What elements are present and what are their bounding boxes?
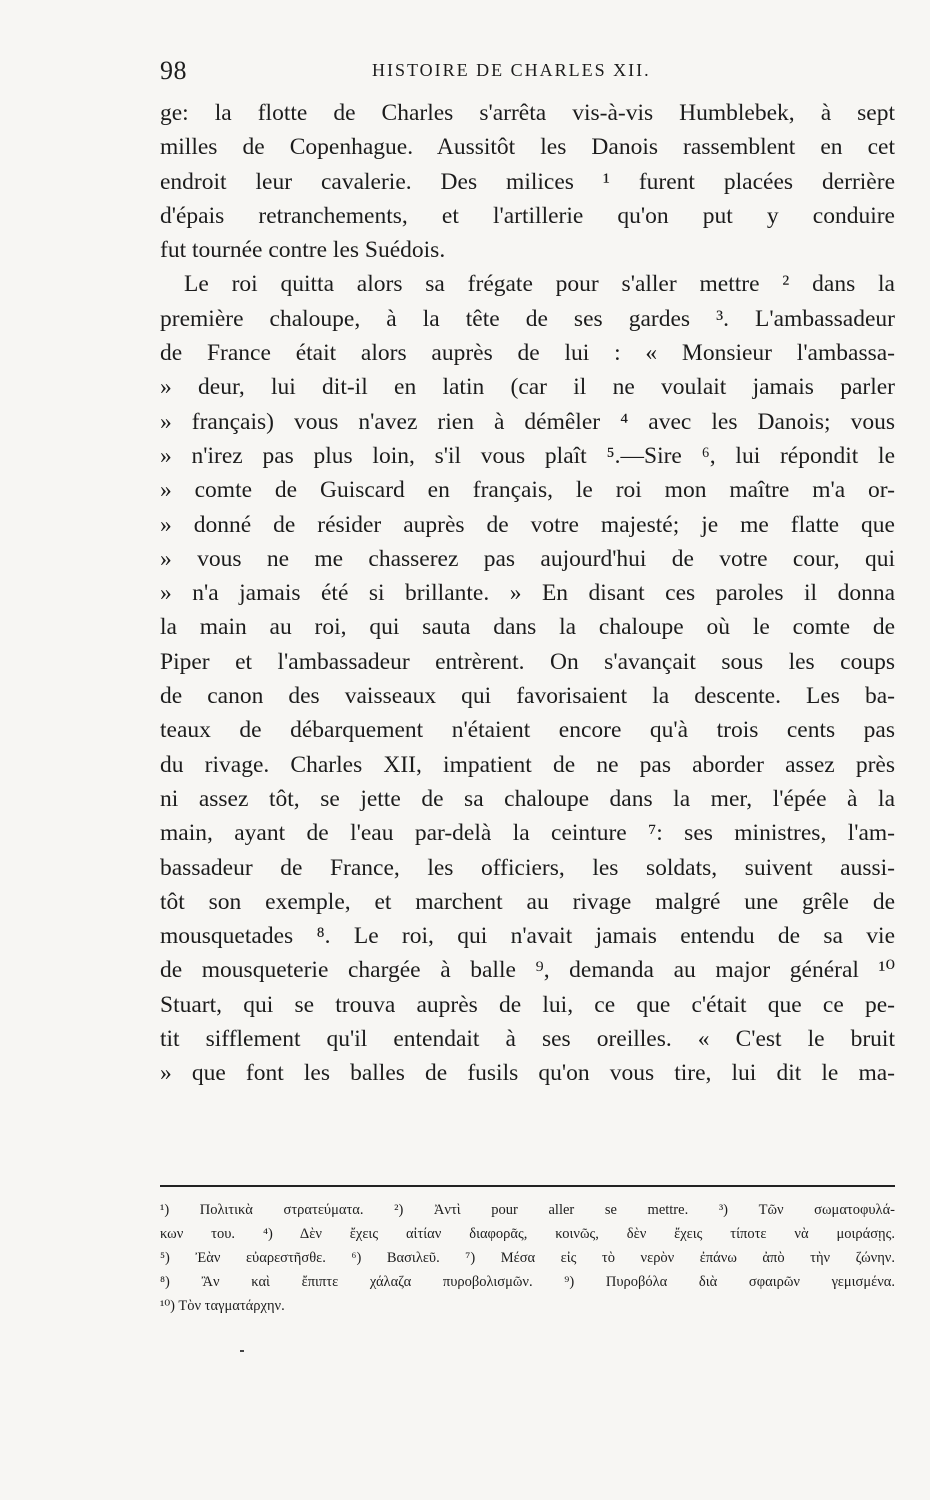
text-line: bassadeur de France, les officiers, les soldats, suivent aussi- <box>160 854 895 881</box>
text-line: teaux de débarquement n'étaient encore qu'à trois cents pas <box>160 717 895 744</box>
text-line: » comte de Guiscard en français, le roi mon maître m'a or- <box>160 477 895 504</box>
text-line: mousquetades ⁸. Le roi, qui n'avait jamais entendu de sa vie <box>160 923 895 950</box>
footnote-line: ⁸) Ἂν καὶ ἔπιπτε χάλαζα πυροβολισμῶν. ⁹) Πυροβόλα διὰ σφαιρῶν γεμισμένα. <box>160 1274 895 1290</box>
text-line: Piper et l'ambassadeur entrèrent. On s'avançait sous les coups <box>160 648 895 675</box>
body-text <box>160 96 895 1091</box>
text-line: Stuart, qui se trouva auprès de lui, ce que c'était que ce pe- <box>160 991 895 1018</box>
text-line: endroit leur cavalerie. Des milices ¹ furent placées derrière <box>160 168 895 195</box>
running-title: HISTOIRE DE CHARLES XII. <box>372 60 651 80</box>
footnote-rule <box>160 1185 895 1187</box>
text-line: » que font les balles de fusils qu'on vous tire, lui dit le ma- <box>160 1060 895 1087</box>
text-line: d'épais retranchements, et l'artillerie qu'on put y conduire <box>160 202 895 229</box>
text-line: » donné de résider auprès de votre majesté; je me flatte que <box>160 511 895 538</box>
text-line: première chaloupe, à la tête de ses gardes ³. L'ambassadeur <box>160 305 895 332</box>
text-line: de canon des vaisseaux qui favorisaient la descente. Les ba- <box>160 683 895 710</box>
running-head <box>160 56 890 86</box>
text-line: ni assez tôt, se jette de sa chaloupe dans la mer, l'épée à la <box>160 785 895 812</box>
text-line: » français) vous n'avez rien à démêler ⁴ avec les Danois; vous <box>160 408 895 435</box>
footnote-line: κων του. ⁴) Δὲν ἔχεις αἰτίαν διαφορᾶς, κοινῶς, δὲν ἔχεις τίποτε νὰ μοιράσῃς. <box>160 1226 895 1242</box>
text-line: » deur, lui dit-il en latin (car il ne voulait jamais parler <box>160 374 895 401</box>
text-line: tit sifflement qu'il entendait à ses oreilles. « C'est le bruit <box>160 1026 895 1053</box>
text-line: » n'a jamais été si brillante. » En disant ces paroles il donna <box>160 580 895 607</box>
text-line: milles de Copenhague. Aussitôt les Danois rassemblent en cet <box>160 134 895 161</box>
text-line: fut tournée contre les Suédois. <box>160 237 446 264</box>
text-line: tôt son exemple, et marchent au rivage malgré une grêle de <box>160 888 895 915</box>
text-line: main, ayant de l'eau par-delà la ceinture ⁷: ses ministres, l'am- <box>160 820 895 847</box>
text-line: » vous ne me chasserez pas aujourd'hui de votre cour, qui <box>160 545 895 572</box>
text-line: de mousqueterie chargée à balle ⁹, demanda au major général ¹⁰ <box>160 957 895 984</box>
footnote-line: ¹) Πολιτικὰ στρατεύματα. ²) Ἀντὶ pour aller se mettre. ³) Τῶν σωματοφυλά- <box>160 1202 895 1218</box>
text-line: Le roi quitta alors sa frégate pour s'aller mettre ² dans la <box>184 271 895 298</box>
text-line: » n'irez pas plus loin, s'il vous plaît ⁵.—Sire ⁶, lui répondit le <box>160 442 895 469</box>
footnotes <box>160 1198 895 1318</box>
text-line: ge: la flotte de Charles s'arrêta vis-à-vis Humblebek, à sept <box>160 100 895 126</box>
footnote-line: ⁵) Ἐὰν εὐαρεστῆσθε. ⁶) Βασιλεῦ. ⁷) Μέσα εἰς τὸ νερὸν ἐπάνω ἀπὸ τὴν ζώνην. <box>160 1250 895 1266</box>
ink-mark <box>240 1350 244 1352</box>
page-number: 98 <box>160 56 187 85</box>
footnote-line: ¹⁰) Τὸν ταγματάρχην. <box>160 1298 285 1314</box>
text-line: de France était alors auprès de lui : « Monsieur l'ambassa- <box>160 340 895 367</box>
text-line: la main au roi, qui sauta dans la chaloupe où le comte de <box>160 614 895 641</box>
text-line: du rivage. Charles XII, impatient de ne pas aborder assez près <box>160 751 895 778</box>
